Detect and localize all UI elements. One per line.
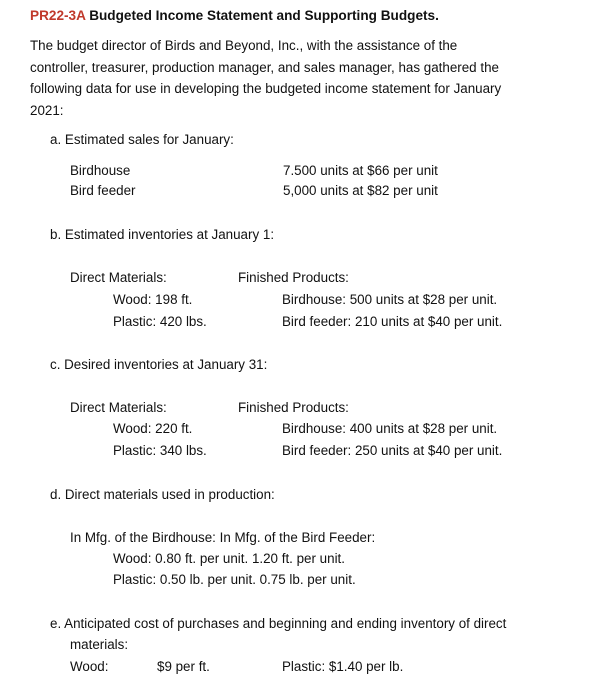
problem-code: PR22-3A: [30, 8, 86, 23]
section-c-heading: c. Desired inventories at January 31:: [50, 357, 268, 372]
intro-line: 2021:: [30, 102, 64, 118]
section-c-birdhouse: Birdhouse: 400 units at $28 per unit.: [282, 421, 498, 436]
section-c-plastic: Plastic: 340 lbs.: [113, 443, 207, 458]
section-d-heading: d. Direct materials used in production:: [50, 487, 275, 502]
section-c-bird-feeder: Bird feeder: 250 units at $40 per unit.: [282, 443, 503, 458]
section-e-heading-cont: materials:: [70, 637, 129, 652]
section-d-plastic: Plastic: 0.50 lb. per unit. 0.75 lb. per unit.: [113, 572, 356, 587]
section-b-heading: b. Estimated inventories at January 1:: [50, 227, 275, 242]
intro-line: The budget director of Birds and Beyond, Inc., with the assistance of the: [30, 38, 458, 53]
section-e-plastic: Plastic: $1.40 per lb.: [282, 659, 404, 674]
intro-paragraph: [30, 35, 580, 121]
section-e-heading: e. Anticipated cost of purchases and beginning and ending inventory of direct: [50, 616, 507, 631]
intro-line: following data for use in developing the budgeted income statement for January: [30, 81, 502, 97]
section-b-direct-materials-label: Direct Materials:: [70, 270, 167, 285]
section-b-plastic: Plastic: 420 lbs.: [113, 314, 207, 329]
sales-item-bird-feeder: Bird feeder: [70, 183, 136, 198]
section-b-wood: Wood: 198 ft.: [113, 292, 193, 307]
section-b-bird-feeder: Bird feeder: 210 units at $40 per unit.: [282, 314, 503, 329]
problem-heading: Budgeted Income Statement and Supporting Budgets.: [89, 8, 439, 23]
sales-item-birdhouse: Birdhouse: [70, 163, 131, 178]
section-e-wood-label: Wood:: [70, 659, 109, 674]
section-b-finished-products-label: Finished Products:: [238, 270, 349, 285]
section-c-direct-materials-label: Direct Materials:: [70, 400, 167, 415]
section-b-birdhouse: Birdhouse: 500 units at $28 per unit.: [282, 292, 498, 307]
section-a-heading: a. Estimated sales for January:: [50, 132, 234, 147]
intro-line: controller, treasurer, production manager, and sales manager, has gathered the: [30, 59, 499, 75]
problem-title: [30, 7, 439, 25]
section-d-wood: Wood: 0.80 ft. per unit. 1.20 ft. per unit.: [113, 551, 345, 566]
section-e-wood-value: $9 per ft.: [157, 659, 210, 674]
sales-detail-bird-feeder: 5,000 units at $82 per unit: [283, 183, 438, 198]
section-c-wood: Wood: 220 ft.: [113, 421, 193, 436]
sales-detail-birdhouse: 7.500 units at $66 per unit: [283, 163, 438, 178]
section-d-subheading: In Mfg. of the Birdhouse: In Mfg. of the Bird Feeder:: [70, 530, 376, 545]
section-c-finished-products-label: Finished Products:: [238, 400, 349, 415]
